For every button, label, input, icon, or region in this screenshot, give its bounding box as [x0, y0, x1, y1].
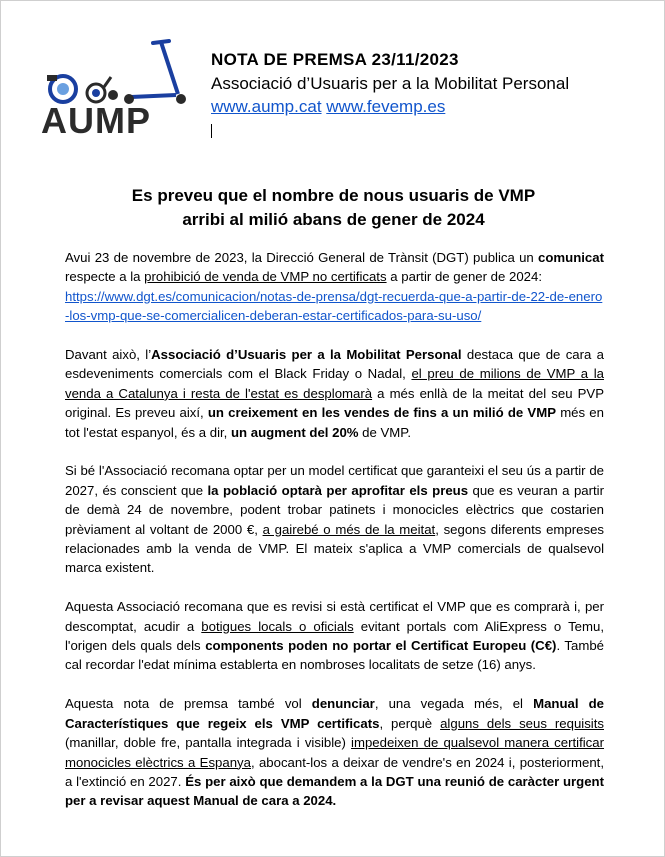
paragraph-3	[65, 461, 604, 577]
organization-name: Associació d’Usuaris per a la Mobilitat Personal	[211, 74, 570, 93]
aump-logo	[41, 37, 191, 137]
underlined-text: a gairebé o més de la meitat	[262, 521, 436, 537]
text: a partir de gener de 2024:	[386, 269, 543, 285]
text: Aquesta Associació recomana que es revisi si està certificat el VMP que es comprarà i, per descomptat, acudir a	[65, 599, 604, 634]
paragraph-1	[65, 248, 604, 326]
bold-text: comunicat	[538, 250, 604, 265]
headline-line-2: arribi al milió abans de gener de 2024	[182, 210, 485, 229]
text: de VMP.	[358, 424, 412, 440]
bold-text: la població optarà per aprofitar els preus	[207, 482, 469, 498]
underlined-text: el preu de milions de VMP a la venda a Catalunya i resta de l'estat es desplomarà	[65, 366, 604, 401]
scooter-icon	[124, 41, 186, 104]
text: , segons diferents empreses relacionades amb la venda de VMP. El mateix s'aplica a VMP comercials de qualsevol marca existent.	[65, 521, 604, 576]
text: evitant portals com AliExpress o Temu, l'origen dels quals dels	[65, 618, 604, 654]
text: Aquesta nota de premsa també vol	[65, 696, 312, 712]
bold-text: un creixement en les vendes de fins a un milió de VMP	[207, 405, 556, 421]
underlined-text: prohibició de venda de VMP no certificats	[144, 269, 387, 285]
headline-line-1: Es preveu que el nombre de nous usuaris de VMP	[131, 186, 536, 205]
paragraph-2	[65, 345, 604, 442]
text-cursor	[211, 124, 212, 138]
bold-text: Associació d’Usuaris per a la Mobilitat Personal	[151, 347, 462, 363]
paragraph-5	[65, 694, 604, 810]
text: que es veuran a partir de demà 24 de novembre, podent trobar patinets i monocicles elèctrics que costarien prèviament al voltant de 2000 €,	[65, 482, 604, 537]
fevemp-link[interactable]: www.fevemp.es	[326, 97, 446, 116]
paragraph-4	[65, 597, 604, 675]
press-release-title: NOTA DE PREMSA 23/11/2023	[211, 50, 459, 69]
headline	[61, 184, 606, 232]
dgt-link[interactable]: https://www.dgt.es/comunicacion/notas-de-prensa/dgt-recuerda-que-a-partir-de-22-de-enero-los-vmp-que-se-comercialicen-deberan-estar-certificados-para-su-uso/	[65, 288, 603, 324]
text: respecte a la	[65, 269, 145, 285]
text: , abocant-los a deixar de vendre's en 2024 i, posteriorment, a l'extinció en 2027.	[65, 754, 604, 789]
wheel-icon	[87, 77, 118, 102]
bold-text: denunciar	[311, 696, 375, 712]
underlined-text: alguns dels seus requisits	[440, 715, 604, 731]
text: , perquè	[379, 715, 441, 731]
bold-text: un augment del 20%	[231, 424, 359, 440]
bold-text: És per això que demandem a la DGT una reunió de caràcter urgent per a revisar aquest Manual de cara a 2024.	[65, 773, 604, 809]
monocycle-icon	[47, 75, 76, 102]
text: destaca que de cara a esdeveniments comercials com el Black Friday o Nadal,	[65, 347, 605, 382]
bold-text: Manual de Característiques que regeix els VMP certificats	[65, 696, 605, 731]
text: Si bé l'Associació recomana optar per un model certificat que garanteixi el seu ús a partir de 2027, és conscient que	[65, 463, 604, 498]
underlined-text: impedeixen de qualsevol manera certificar monocicles elèctrics a Espanya	[65, 735, 605, 770]
article-body	[65, 248, 604, 811]
text: , una vegada més, el	[374, 696, 534, 712]
text: Davant això, l’	[65, 347, 152, 363]
bold-text: components poden no portar el Certificat Europeu (C€)	[205, 638, 557, 654]
logo-text: AUMP	[41, 100, 151, 137]
text: (manillar, doble fre, pantalla integrada i visible)	[65, 735, 352, 751]
text: Avui 23 de novembre de 2023, la Direcció General de Trànsit (DGT) publica un	[65, 250, 539, 265]
header-block	[211, 49, 631, 118]
header-links	[211, 95, 631, 118]
underlined-text: botigues locals o oficials	[201, 618, 354, 634]
aump-link[interactable]: www.aump.cat	[211, 97, 322, 116]
text: més en tot l'estat espanyol, és a dir,	[65, 405, 604, 440]
text: . També cal recordar l'edat mínima establerta en nombroses localitats de setze (16) anys.	[65, 638, 604, 673]
text: a més enllà de la meitat del seu PVP original. Es preveu així,	[65, 385, 604, 421]
